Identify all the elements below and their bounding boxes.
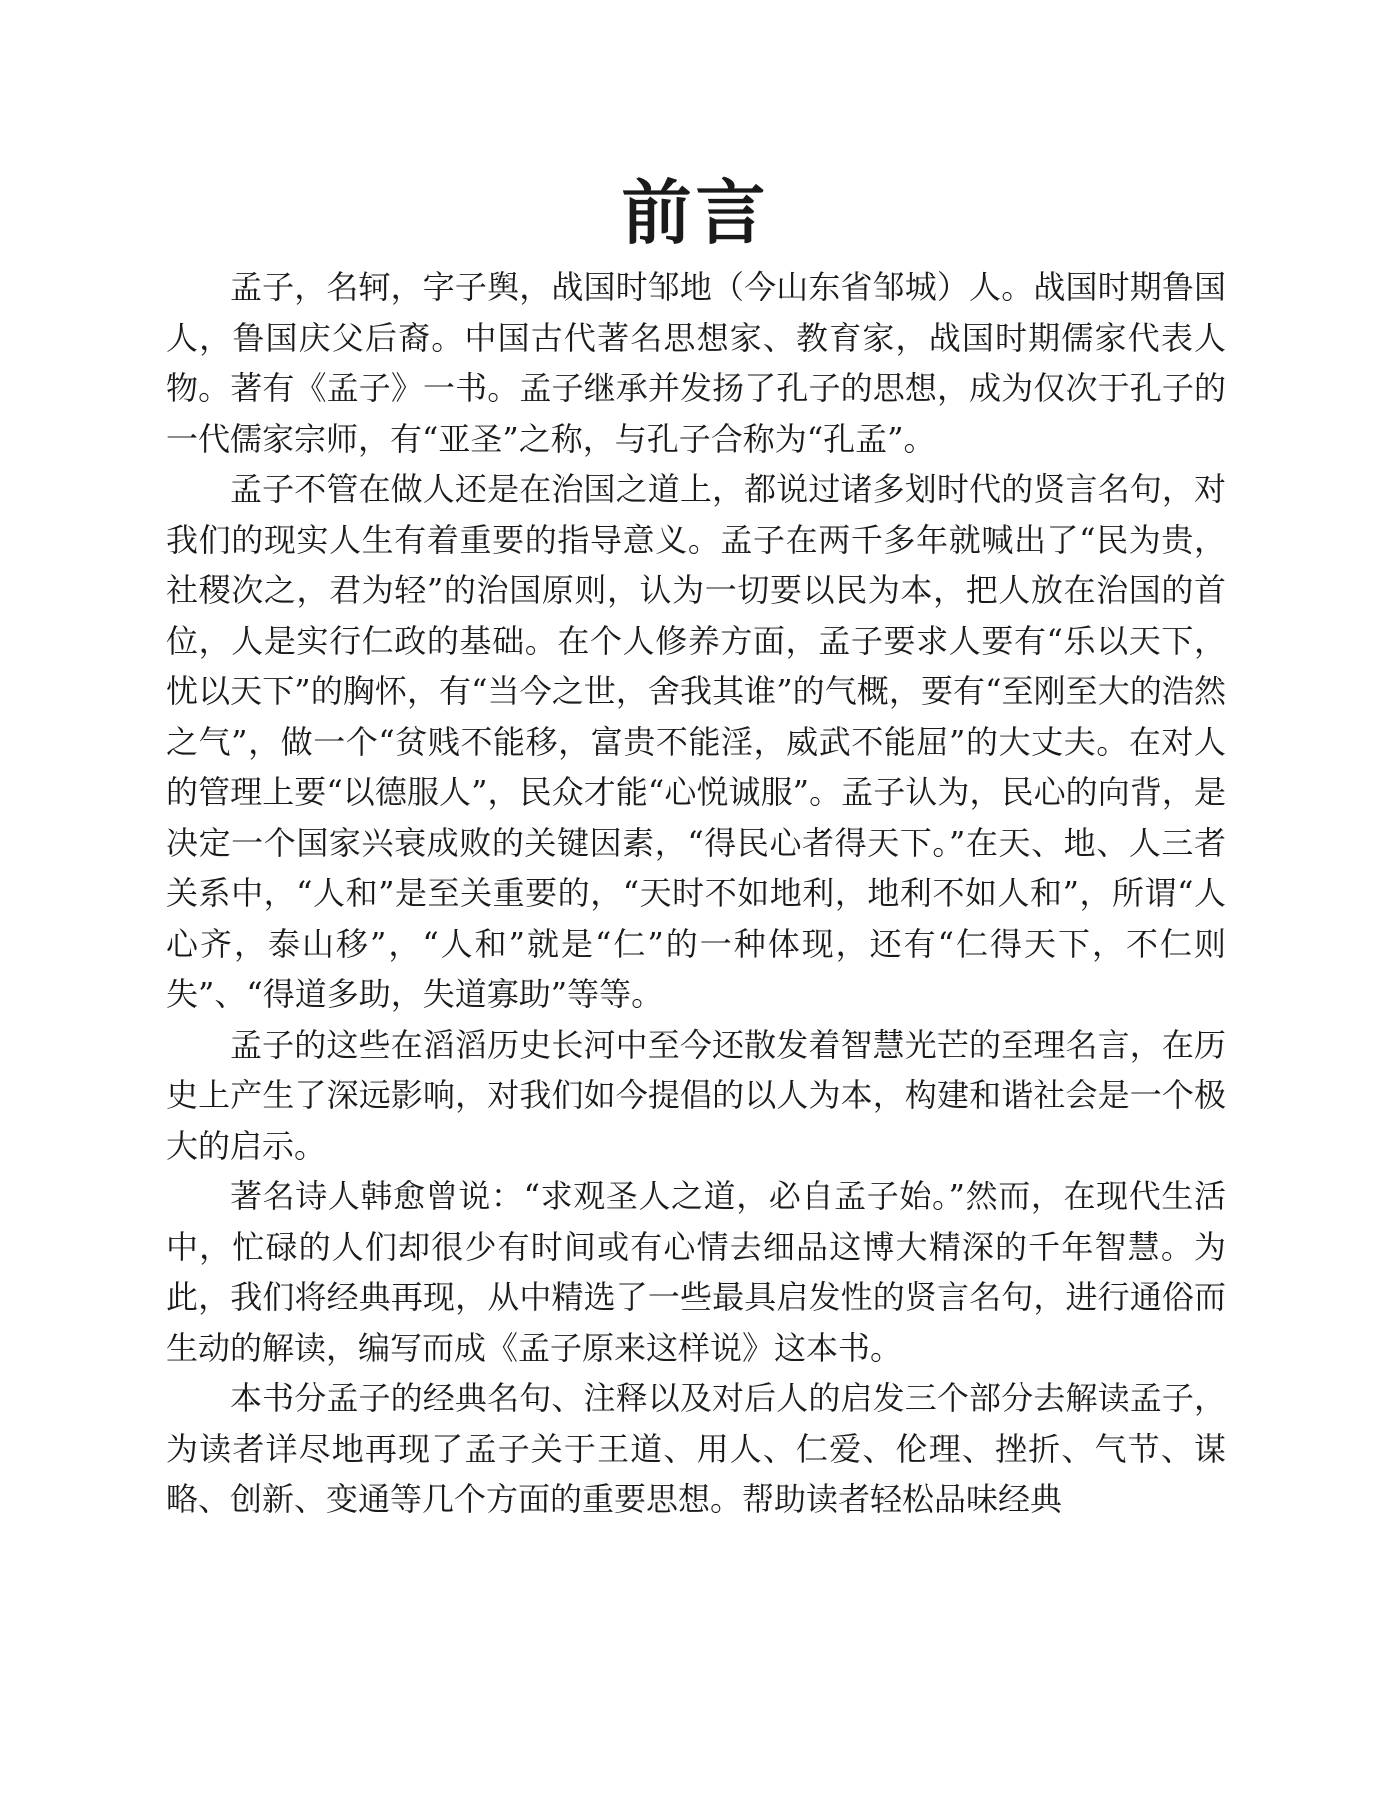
preface-body [166, 262, 1226, 1525]
paragraph-2: 孟子不管在做人还是在治国之道上，都说过诸多划时代的贤言名句，对我们的现实人生有着重要的指导意义。孟子在两千多年就喊出了“民为贵，社稷次之，君为轻”的治国原则，认为一切要以民为本，把人放在治国的首位，人是实行仁政的基础。在个人修养方面，孟子要求人要有“乐以天下，忧以天下”的胸怀，有“当今之世，舍我其谁”的气概，要有“至刚至大的浩然之气”，做一个“贫贱不能移，富贵不能淫，威武不能屈”的大丈夫。在对人的管理上要“以德服人”，民众才能“心悦诚服”。孟子认为，民心的向背，是决定一个国家兴衰成败的关键因素，“得民心者得天下。”在天、地、人三者关系中，“人和”是至关重要的，“天时不如地利，地利不如人和”，所谓“人心齐，泰山移”，“人和”就是“仁”的一种体现，还有“仁得天下，不仁则失”、“得道多助，失道寡助”等等。 [166, 470, 1226, 1013]
paragraph-1: 孟子，名轲，字子舆，战国时邹地（今山东省邹城）人。战国时期鲁国人，鲁国庆父后裔。中国古代著名思想家、教育家，战国时期儒家代表人物。著有《孟子》一书。孟子继承并发扬了孔子的思想，成为仅次于孔子的一代儒家宗师，有“亚圣”之称，与孔子合称为“孔孟”。 [166, 268, 1226, 458]
page-title: 前言 [621, 172, 770, 254]
paragraph-3: 孟子的这些在滔滔历史长河中至今还散发着智慧光芒的至理名言，在历史上产生了深远影响，对我们如今提倡的以人为本，构建和谐社会是一个极大的启示。 [166, 1025, 1226, 1165]
paragraph-4: 著名诗人韩愈曾说：“求观圣人之道，必自孟子始。”然而，在现代生活中，忙碌的人们却很少有时间或有心情去细品这博大精深的千年智慧。为此，我们将经典再现，从中精选了一些最具启发性的贤言名句，进行通俗而生动的解读，编写而成《孟子原来这样说》这本书。 [166, 1177, 1226, 1367]
paragraph-5: 本书分孟子的经典名句、注释以及对后人的启发三个部分去解读孟子，为读者详尽地再现了孟子关于王道、用人、仁爱、伦理、挫折、气节、谋略、创新、变通等几个方面的重要思想。帮助读者轻松品味经典 [166, 1379, 1226, 1518]
